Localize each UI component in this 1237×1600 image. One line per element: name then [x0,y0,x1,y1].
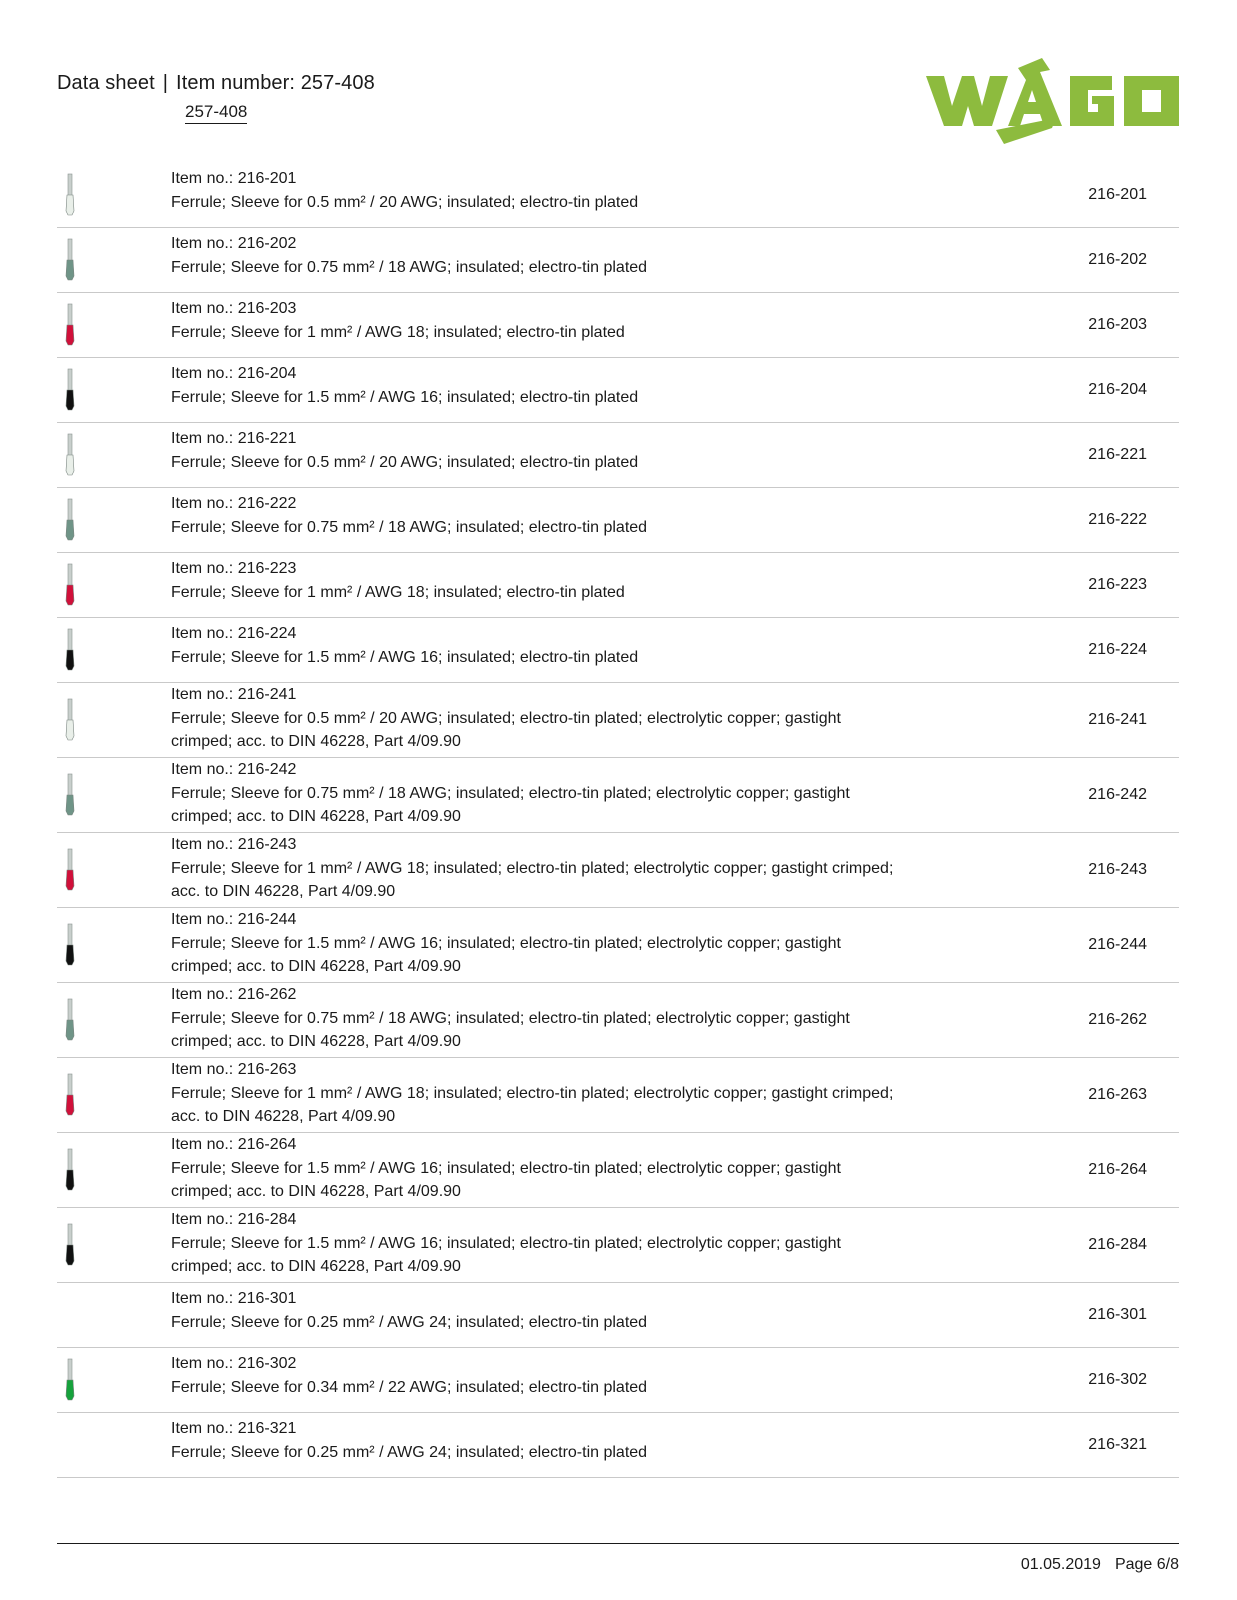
row-text [171,167,964,214]
thumbnail [59,1133,81,1207]
item-number-label: Item number: 257-408 [176,72,375,94]
item-code: 216-224 [1088,641,1147,658]
ferrule-gray-icon [59,238,81,282]
item-description: Ferrule; Sleeve for 1.5 mm² / AWG 16; insulated; electro-tin plated; electrolytic copper; gastight [171,934,841,952]
row-text [171,983,964,1054]
item-description: Ferrule; Sleeve for 1 mm² / AWG 18; insulated; electro-tin plated; electrolytic copper; gastight crimped; [171,1084,894,1102]
thumbnail [59,293,81,357]
doc-type: Data sheet [57,72,155,94]
item-description-cont: crimped; acc. to DIN 46228, Part 4/09.90 [171,958,461,975]
thumbnail [59,1208,81,1282]
ferrule-red-icon [59,848,81,892]
item-description: Ferrule; Sleeve for 0.75 mm² / 18 AWG; insulated; electro-tin plated [171,258,648,276]
ferrule-black-icon [59,1148,81,1192]
thumbnail [59,358,81,422]
item-number: Item no.: 216-201 [171,170,297,187]
item-description: Ferrule; Sleeve for 1 mm² / AWG 18; insulated; electro-tin plated; electrolytic copper; gastight crimped; [171,859,894,877]
ferrule-white-icon [59,173,81,217]
table-row [57,358,1179,423]
thumbnail [59,983,81,1057]
item-number: Item no.: 216-221 [171,430,297,447]
item-number: Item no.: 216-203 [171,300,297,317]
table-row [57,1208,1179,1283]
item-description: Ferrule; Sleeve for 0.25 mm² / AWG 24; insulated; electro-tin plated [171,1313,648,1331]
item-number: Item no.: 216-321 [171,1420,297,1437]
item-description-cont: crimped; acc. to DIN 46228, Part 4/09.90 [171,1183,461,1200]
row-text [171,1352,964,1399]
item-number: Item no.: 216-243 [171,836,297,853]
item-description-cont: acc. to DIN 46228, Part 4/09.90 [171,883,396,900]
item-code: 216-202 [1088,251,1147,268]
ferrule-white-icon [59,433,81,477]
thumbnail [59,228,81,292]
item-code: 216-241 [1088,711,1147,728]
row-text [171,1208,964,1279]
ferrule-red-icon [59,303,81,347]
table-row [57,983,1179,1058]
item-code: 216-204 [1088,381,1147,398]
row-text [171,427,964,474]
row-text [171,1058,964,1129]
row-text [171,758,964,829]
item-description-cont: crimped; acc. to DIN 46228, Part 4/09.90 [171,1033,461,1050]
row-text [171,492,964,539]
item-description: Ferrule; Sleeve for 0.34 mm² / 22 AWG; insulated; electro-tin plated [171,1378,648,1396]
row-text [171,557,964,604]
row-text [171,908,964,979]
thumbnail [59,618,81,682]
ferrule-black-icon [59,368,81,412]
table-row [57,618,1179,683]
item-number: Item no.: 216-301 [171,1290,297,1307]
table-row [57,1058,1179,1133]
ferrule-gray-icon [59,773,81,817]
ferrule-green-icon [59,1358,81,1402]
wago-logo [926,58,1179,144]
row-text [171,297,964,344]
item-description: Ferrule; Sleeve for 0.75 mm² / 18 AWG; insulated; electro-tin plated [171,518,648,536]
row-text [171,1417,964,1464]
row-text [171,1133,964,1204]
row-text [171,232,964,279]
thumbnail [59,758,81,832]
row-text [171,683,964,754]
ferrule-red-icon [59,563,81,607]
thumbnail [59,553,81,617]
table-row [57,758,1179,833]
item-code: 216-201 [1088,186,1147,203]
item-description: Ferrule; Sleeve for 0.5 mm² / 20 AWG; insulated; electro-tin plated; electrolytic copper; gastight [171,709,841,727]
table-row [57,1348,1179,1413]
table-row [57,1283,1179,1348]
item-number: Item no.: 216-242 [171,761,297,778]
item-code: 216-284 [1088,1236,1147,1253]
item-code: 216-302 [1088,1371,1147,1388]
item-description: Ferrule; Sleeve for 1 mm² / AWG 18; insulated; electro-tin plated [171,323,625,341]
ferrule-gray-icon [59,998,81,1042]
thumbnail [59,163,81,227]
item-code: 216-222 [1088,511,1147,528]
row-text [171,1287,964,1334]
ferrule-black-icon [59,923,81,967]
item-description: Ferrule; Sleeve for 0.75 mm² / 18 AWG; insulated; electro-tin plated; electrolytic copper; gastight [171,1009,850,1027]
item-description: Ferrule; Sleeve for 0.25 mm² / AWG 24; insulated; electro-tin plated [171,1443,648,1461]
footer [1021,1556,1179,1574]
thumbnail [59,1283,81,1347]
table-row [57,1413,1179,1478]
item-code: 216-242 [1088,786,1147,803]
item-description: Ferrule; Sleeve for 1.5 mm² / AWG 16; insulated; electro-tin plated [171,648,639,666]
thumbnail [59,1058,81,1132]
item-number: Item no.: 216-204 [171,365,297,382]
item-description: Ferrule; Sleeve for 1.5 mm² / AWG 16; insulated; electro-tin plated; electrolytic copper; gastight [171,1159,841,1177]
table-row [57,1133,1179,1208]
item-description-cont: crimped; acc. to DIN 46228, Part 4/09.90 [171,808,461,825]
thumbnail [59,1413,81,1477]
thumbnail [59,423,81,487]
ferrule-black-icon [59,628,81,672]
item-code: 216-264 [1088,1161,1147,1178]
item-description: Ferrule; Sleeve for 1.5 mm² / AWG 16; insulated; electro-tin plated [171,388,639,406]
table-row [57,833,1179,908]
item-number: Item no.: 216-241 [171,686,297,703]
ferrule-gray-icon [59,498,81,542]
item-code: 216-301 [1088,1306,1147,1323]
item-code: 216-243 [1088,861,1147,878]
item-number: Item no.: 216-244 [171,911,297,928]
thumbnail [59,683,81,757]
item-code: 216-223 [1088,576,1147,593]
footer-date: 01.05.2019 [1020,1556,1101,1573]
item-description: Ferrule; Sleeve for 1 mm² / AWG 18; insulated; electro-tin plated [171,583,625,601]
ferrule-black-icon [59,1223,81,1267]
thumbnail [59,833,81,907]
row-text [171,833,964,904]
item-description: Ferrule; Sleeve for 0.5 mm² / 20 AWG; insulated; electro-tin plated [171,453,639,471]
table-row [57,553,1179,618]
thumbnail [59,488,81,552]
table-row [57,683,1179,758]
footer-divider [57,1543,1179,1544]
item-number: Item no.: 216-284 [171,1211,297,1228]
item-code: 216-263 [1088,1086,1147,1103]
table-row [57,293,1179,358]
item-code: 216-262 [1088,1011,1147,1028]
item-number: Item no.: 216-222 [171,495,297,512]
item-description-cont: crimped; acc. to DIN 46228, Part 4/09.90 [171,733,461,750]
item-number: Item no.: 216-262 [171,986,297,1003]
item-code: 216-203 [1088,316,1147,333]
item-description-cont: acc. to DIN 46228, Part 4/09.90 [171,1108,396,1125]
ferrule-red-icon [59,1073,81,1117]
accessory-table [57,163,1179,1478]
item-number: Item no.: 216-264 [171,1136,297,1153]
item-code: 216-244 [1088,936,1147,953]
item-number: Item no.: 216-263 [171,1061,297,1078]
table-row [57,488,1179,553]
item-description: Ferrule; Sleeve for 0.75 mm² / 18 AWG; insulated; electro-tin plated; electrolytic copper; gastight [171,784,850,802]
item-number: Item no.: 216-302 [171,1355,297,1372]
page-title [57,72,375,95]
item-description-cont: crimped; acc. to DIN 46228, Part 4/09.90 [171,1258,461,1275]
ferrule-white-icon [59,698,81,742]
title-separator: | [162,72,169,94]
item-number: Item no.: 216-223 [171,560,297,577]
item-number: Item no.: 216-224 [171,625,297,642]
page-number: Page 6/8 [1114,1556,1179,1573]
item-description: Ferrule; Sleeve for 0.5 mm² / 20 AWG; insulated; electro-tin plated [171,193,639,211]
thumbnail [59,908,81,982]
item-number: Item no.: 216-202 [171,235,297,252]
row-text [171,622,964,669]
thumbnail [59,1348,81,1412]
item-description: Ferrule; Sleeve for 1.5 mm² / AWG 16; insulated; electro-tin plated; electrolytic copper; gastight [171,1234,841,1252]
table-row [57,163,1179,228]
table-row [57,228,1179,293]
item-code: 216-321 [1088,1436,1147,1453]
row-text [171,362,964,409]
item-code: 216-221 [1088,446,1147,463]
table-row [57,423,1179,488]
table-row [57,908,1179,983]
item-number-link[interactable]: 257-408 [185,102,247,124]
